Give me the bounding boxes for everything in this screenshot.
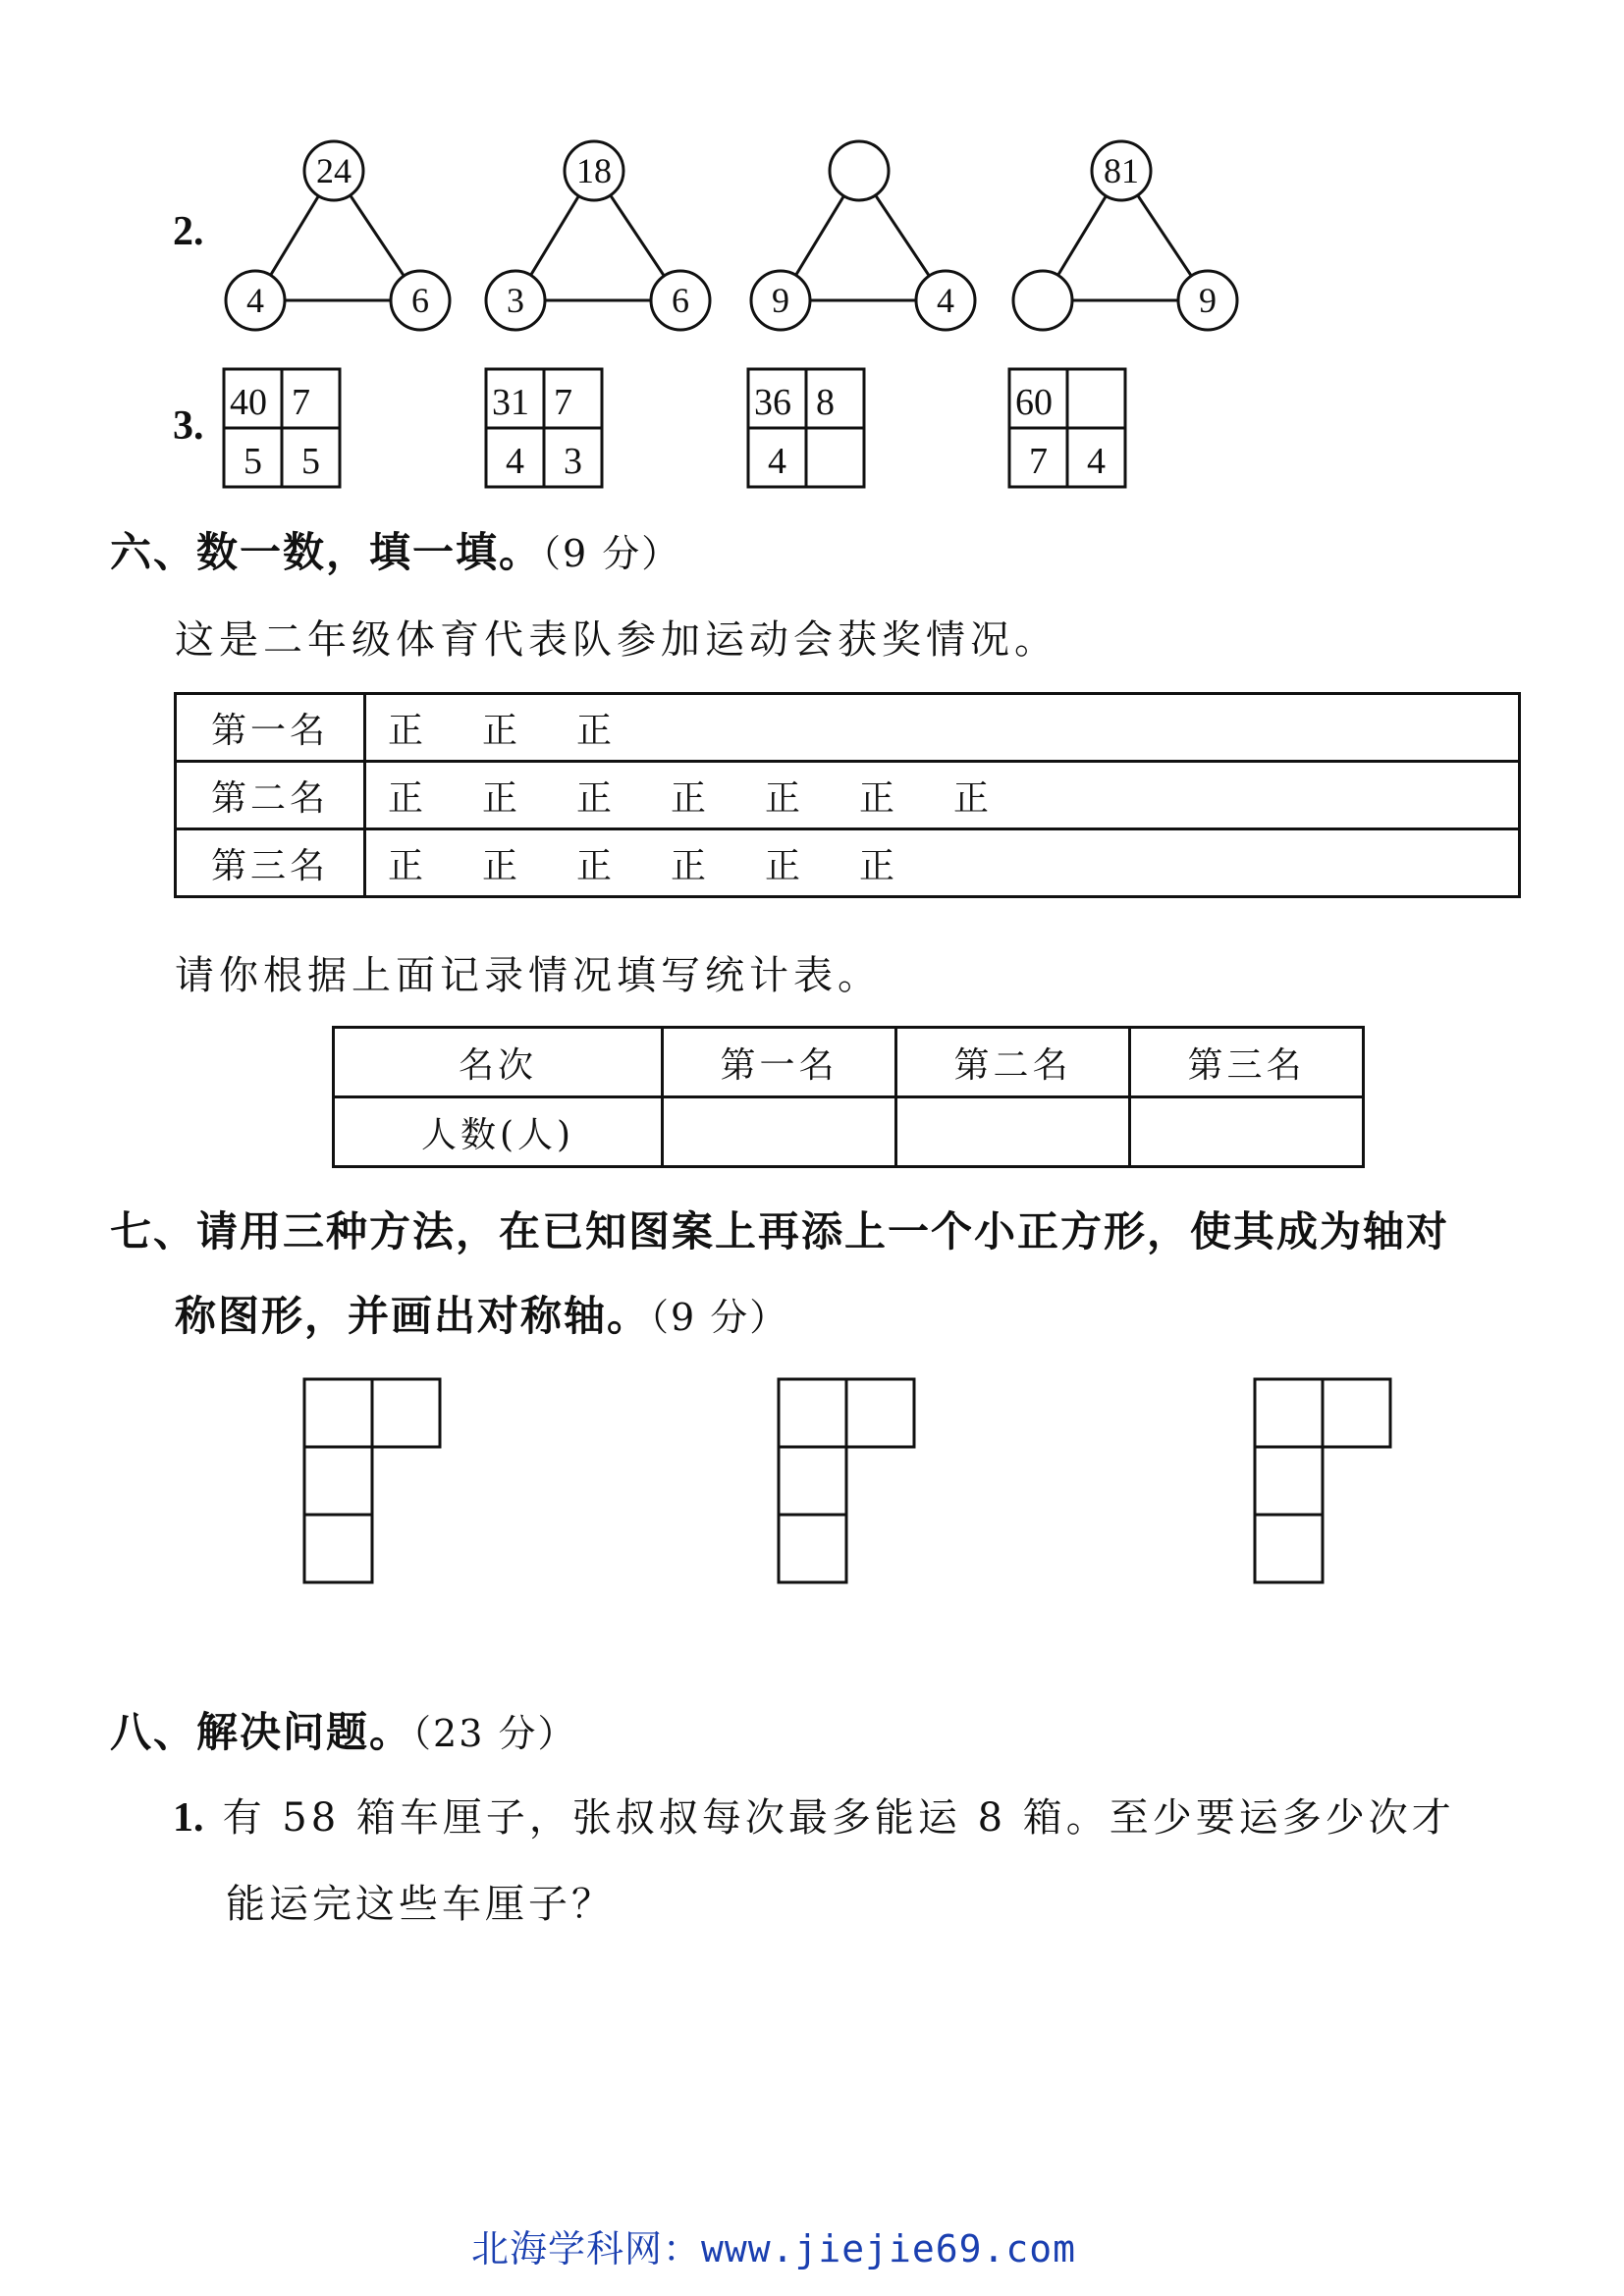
q3-number: 3. [173, 403, 204, 449]
tally-row-label: 第三名 [176, 829, 365, 897]
section7-title-line2: 称图形，并画出对称轴。 [175, 1292, 651, 1340]
triangle-edge [1138, 195, 1192, 276]
tally-row [176, 762, 1520, 829]
triangle-edge [876, 195, 930, 276]
tally-marks [365, 762, 1520, 829]
stats-header: 第二名 [896, 1028, 1130, 1097]
triangle-left-circle[interactable] [1013, 271, 1072, 330]
tally-mark: 正 [482, 710, 518, 751]
section8-heading [110, 1700, 576, 1759]
pattern-square [1255, 1515, 1323, 1582]
problem1 [173, 1787, 1455, 1842]
pattern-square [1255, 1379, 1323, 1447]
q2-triangles [0, 0, 1624, 353]
triangle-value: 6 [672, 281, 689, 320]
tally-mark: 正 [576, 710, 613, 751]
problem1-line2: 能运完这些车厘子？ [226, 1882, 615, 1927]
pattern-square [304, 1379, 372, 1447]
section6-title: 六、数一数，填一填。 [110, 528, 543, 576]
tally-mark: 正 [576, 845, 613, 886]
stats-header-row [334, 1028, 1364, 1097]
footer-watermark [471, 2218, 1076, 2272]
tally-mark: 正 [671, 777, 707, 819]
stats-header: 第三名 [1130, 1028, 1364, 1097]
q2-number: 2. [173, 209, 204, 254]
triangle-edge [1058, 196, 1107, 276]
l-shape-pattern[interactable] [779, 1379, 914, 1582]
number-triangle [751, 141, 975, 330]
number-triangle [1013, 141, 1237, 330]
pattern-square [1255, 1447, 1323, 1515]
triangle-top-circle[interactable] [830, 141, 889, 200]
grid-cell-value: 8 [816, 382, 835, 423]
pattern-square [304, 1447, 372, 1515]
tally-mark: 正 [765, 845, 801, 886]
grid-cell-value: 5 [244, 441, 262, 482]
triangle-edge [531, 196, 579, 276]
tally-table [174, 692, 1521, 898]
triangle-edge [351, 195, 405, 276]
tally-mark: 正 [388, 777, 424, 819]
number-grid [224, 369, 340, 487]
tally-marks [365, 829, 1520, 897]
triangle-edge [611, 195, 665, 276]
tally-mark: 正 [859, 845, 895, 886]
section7-points: （9 分） [650, 1296, 789, 1339]
number-grid [748, 369, 864, 487]
section6-instruction: 请你根据上面记录情况填写统计表。 [175, 953, 882, 998]
section7-title-line1: 七、请用三种方法，在已知图案上再添上一个小正方形，使其成为轴对 [110, 1207, 1450, 1255]
grid-cell-value: 36 [754, 382, 791, 423]
grid-cell-value: 7 [292, 382, 310, 423]
number-grid [486, 369, 602, 487]
grid-cell-value: 4 [506, 441, 524, 482]
triangle-value: 9 [1199, 281, 1217, 320]
section8-points: （23 分） [412, 1712, 577, 1755]
footer-url[interactable]: www.jiejie69.com [701, 2227, 1077, 2270]
footer-site-name: 北海学科网： [471, 2227, 702, 2270]
triangle-value: 24 [316, 151, 352, 190]
tally-mark: 正 [765, 777, 801, 819]
pattern-square [779, 1447, 846, 1515]
tally-mark: 正 [576, 777, 613, 819]
triangle-value: 18 [576, 151, 612, 190]
grid-cell-value: 40 [230, 382, 267, 423]
grid-cell-value: 3 [564, 441, 582, 482]
stats-header: 名次 [334, 1028, 663, 1097]
problem1-number: 1. [173, 1795, 204, 1841]
stats-table [332, 1026, 1365, 1168]
tally-row-label: 第二名 [176, 762, 365, 829]
grid-cell-value: 7 [1029, 441, 1048, 482]
pattern-square [779, 1515, 846, 1582]
section6-heading [110, 520, 680, 579]
tally-mark: 正 [859, 777, 895, 819]
pattern-square [372, 1379, 440, 1447]
section8-title: 八、解决问题。 [110, 1708, 413, 1756]
stats-row-label: 人数(人) [334, 1097, 663, 1167]
problem1-line1: 有 58 箱车厘子，张叔叔每次最多能运 8 箱。至少要运多少次才 [222, 1795, 1455, 1841]
grid-cell-value: 60 [1015, 382, 1053, 423]
grid-cell-value: 4 [768, 441, 786, 482]
section7-heading-line2 [175, 1284, 788, 1343]
tally-marks [365, 694, 1520, 762]
section6-points: （9 分） [542, 532, 681, 575]
pattern-square [779, 1379, 846, 1447]
triangle-value: 3 [507, 281, 524, 320]
number-triangle [226, 141, 450, 330]
number-grid [1009, 369, 1125, 487]
pattern-square [1323, 1379, 1390, 1447]
tally-row-label: 第一名 [176, 694, 365, 762]
q3-grids [0, 353, 1624, 501]
pattern-square [846, 1379, 914, 1447]
tally-mark: 正 [482, 777, 518, 819]
section7-patterns [0, 1364, 1624, 1600]
stats-answer-cell[interactable] [1130, 1097, 1364, 1167]
grid-cell-value: 5 [301, 441, 320, 482]
stats-answer-cell[interactable] [896, 1097, 1130, 1167]
tally-mark: 正 [388, 845, 424, 886]
grid-cell-value: 4 [1087, 441, 1106, 482]
triangle-value: 4 [246, 281, 264, 320]
pattern-square [304, 1515, 372, 1582]
triangle-value: 9 [772, 281, 789, 320]
section6-intro: 这是二年级体育代表队参加运动会获奖情况。 [175, 617, 1058, 663]
tally-row [176, 829, 1520, 897]
tally-mark: 正 [388, 710, 424, 751]
triangle-value: 4 [937, 281, 954, 320]
triangle-value: 81 [1104, 151, 1139, 190]
l-shape-pattern[interactable] [304, 1379, 440, 1582]
grid-cell-value: 7 [554, 382, 572, 423]
triangle-edge [796, 196, 844, 276]
tally-mark: 正 [953, 777, 990, 819]
number-triangle [486, 141, 710, 330]
triangle-value: 6 [411, 281, 429, 320]
stats-row [334, 1097, 1364, 1167]
grid-cell-value: 31 [492, 382, 529, 423]
triangle-edge [271, 196, 319, 276]
tally-row [176, 694, 1520, 762]
tally-mark: 正 [671, 845, 707, 886]
l-shape-pattern[interactable] [1255, 1379, 1390, 1582]
stats-header: 第一名 [663, 1028, 896, 1097]
tally-mark: 正 [482, 845, 518, 886]
stats-answer-cell[interactable] [663, 1097, 896, 1167]
